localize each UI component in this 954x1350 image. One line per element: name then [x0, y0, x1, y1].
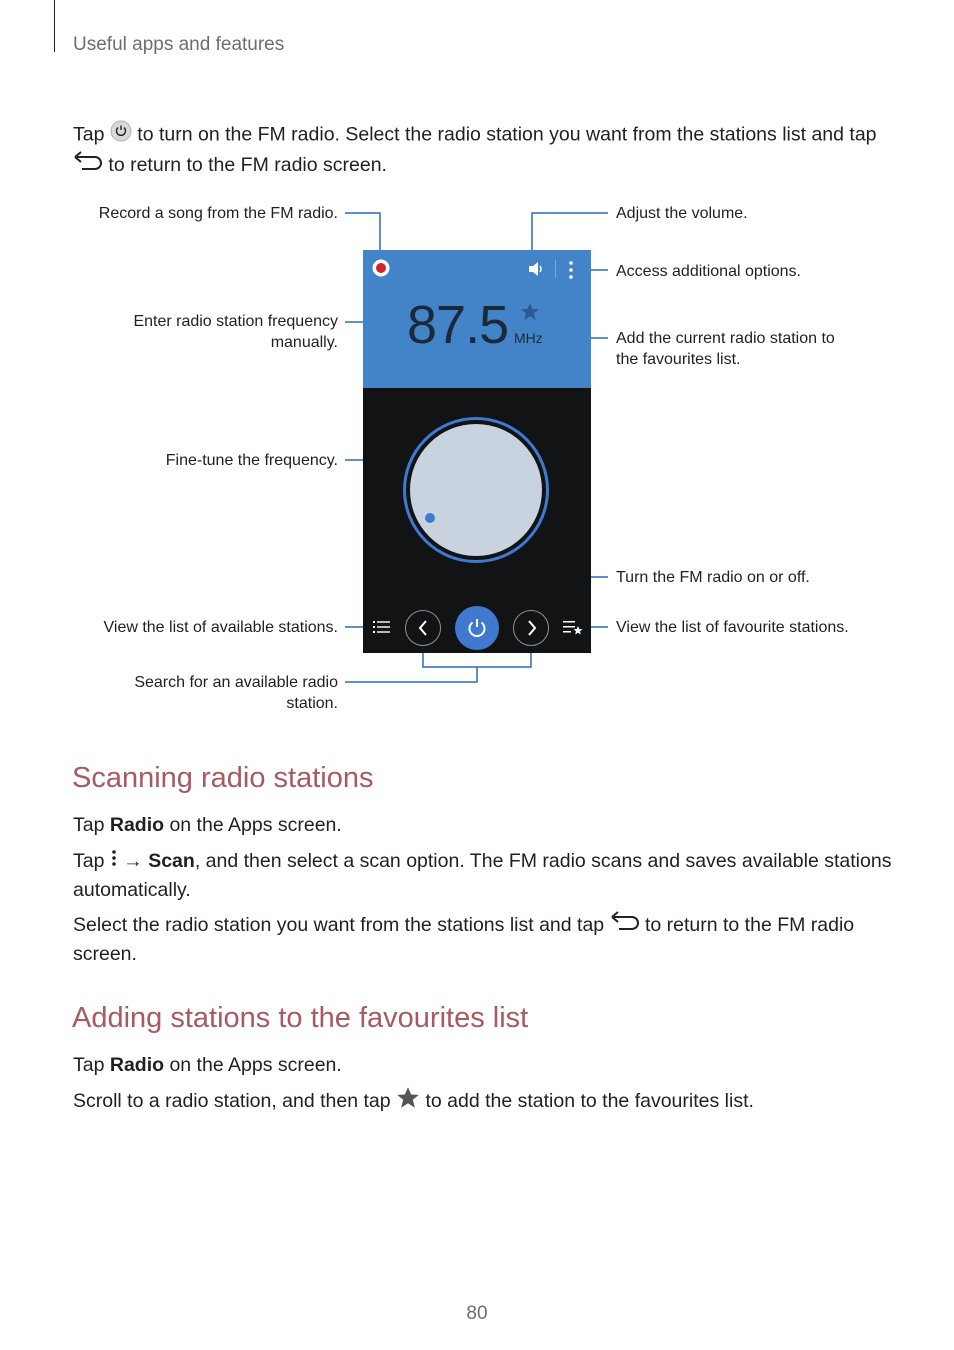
dial-handle[interactable]	[425, 513, 435, 523]
prev-icon	[417, 620, 429, 636]
callout-record: Record a song from the FM radio.	[98, 205, 338, 222]
frequency-input[interactable]: 87.5	[407, 295, 509, 355]
list-icon[interactable]	[373, 620, 391, 639]
star-icon[interactable]	[520, 302, 540, 326]
star-icon	[396, 1086, 420, 1118]
prev-station-button[interactable]	[405, 610, 441, 646]
callout-search: Search for an available radio station.	[134, 674, 338, 712]
callout-volume: Adjust the volume.	[616, 205, 748, 222]
next-icon	[526, 620, 538, 636]
scanning-step-1: Tap Radio on the Apps screen.	[73, 814, 342, 836]
back-icon	[610, 911, 640, 940]
page-number: 80	[466, 1303, 488, 1324]
callout-power: Turn the FM radio on or off.	[616, 569, 810, 586]
scanning-step-3: Select the radio station you want from the stations list and tap to return to the FM radio screen.	[73, 911, 893, 969]
more-options-icon	[110, 847, 118, 876]
heading-scanning: Scanning radio stations	[72, 762, 374, 794]
callout-fine-tune: Fine-tune the frequency.	[165, 452, 338, 469]
more-options-icon[interactable]	[568, 260, 574, 285]
callout-enter-frequency: Enter radio station frequency manually.	[133, 313, 338, 351]
favourites-step-2: Scroll to a radio station, and then tap to add the station to the favourites list.	[73, 1086, 893, 1118]
record-icon[interactable]	[371, 258, 391, 283]
volume-icon[interactable]	[527, 260, 547, 283]
callout-options: Access additional options.	[616, 263, 801, 280]
callout-add-favourite: Add the current radio station to the favourites list.	[616, 330, 835, 368]
heading-favourites: Adding stations to the favourites list	[72, 1002, 529, 1034]
fm-radio-screen	[363, 250, 591, 653]
favourites-step-1: Tap Radio on the Apps screen.	[73, 1054, 342, 1076]
next-station-button[interactable]	[513, 610, 549, 646]
frequency-dial[interactable]	[410, 424, 542, 556]
intro-paragraph: Tap to turn on the FM radio. Select the radio station you want from the stations list and tap to return to the FM radio screen.	[73, 120, 893, 180]
scanning-step-2: Tap → Scan, and then select a scan option. The FM radio scans and saves available stations automatically.	[73, 847, 893, 905]
power-icon	[466, 617, 488, 639]
toolbar-divider	[555, 260, 556, 278]
callout-stations-list: View the list of available stations.	[103, 619, 338, 636]
running-header: Useful apps and features	[73, 34, 285, 55]
power-button[interactable]	[455, 606, 499, 650]
callout-favourites-list: View the list of favourite stations.	[616, 619, 849, 636]
frequency-unit: MHz	[514, 330, 543, 346]
favourite-list-icon[interactable]	[563, 620, 583, 641]
